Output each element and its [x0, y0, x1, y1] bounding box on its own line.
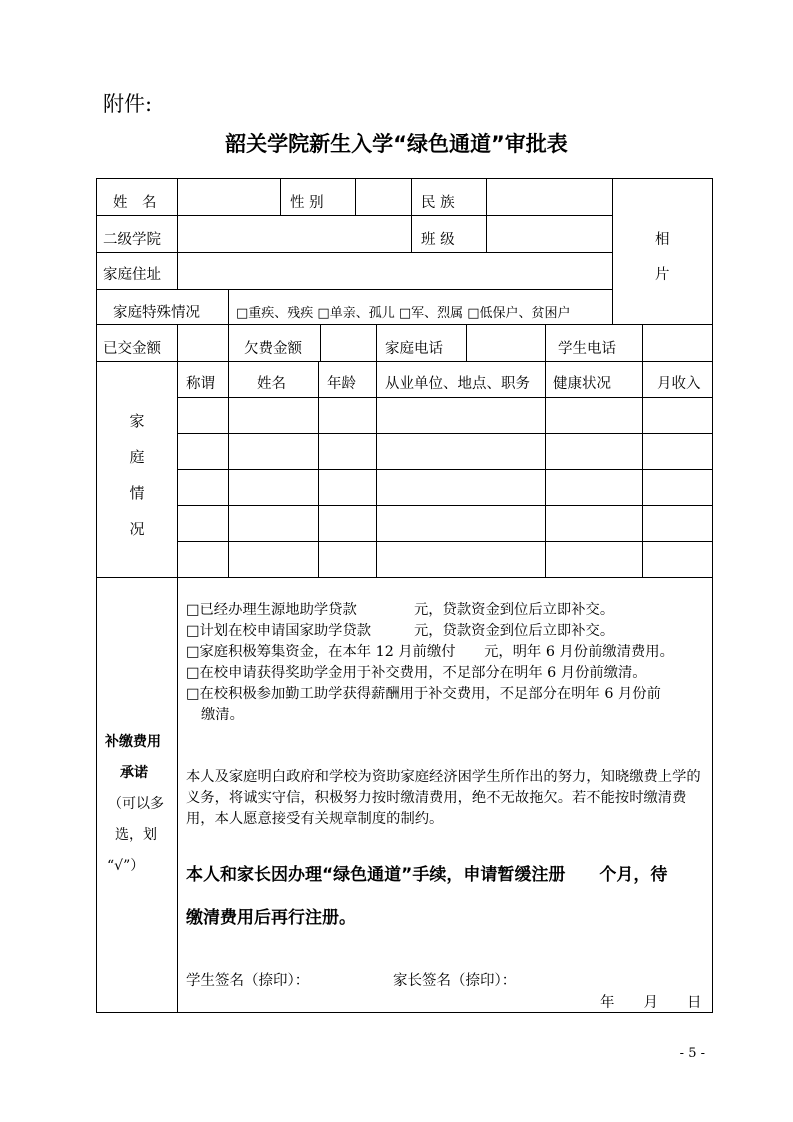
page-number: - 5 -	[679, 1046, 705, 1061]
column-header: 月收入	[657, 376, 701, 392]
column-header: 姓名	[257, 376, 286, 392]
column-header: 健康状况	[553, 376, 611, 392]
col-line	[177, 577, 178, 1013]
commitment-note: 选，划	[115, 827, 157, 843]
parent-signature-label: 家长签名（捺印）：	[393, 973, 517, 989]
college-label: 二级学院	[103, 232, 161, 248]
row-line	[96, 361, 713, 362]
attachment-label: 附件:	[103, 92, 153, 116]
family-section-label: 况	[129, 520, 145, 538]
family-section-label: 情	[129, 484, 145, 502]
col-line	[642, 324, 643, 361]
page-title: 韶关学院新生入学“绿色通道”审批表	[225, 132, 568, 156]
home-phone-label: 家庭电话	[385, 341, 443, 357]
pledge-text: 本人及家庭明白政府和学校为资助家庭经济困学生所作出的努力，知晓缴费上学的义务，将诚实守信，积极努力按时缴清费用，绝不无故拖欠。若不能按时缴清费用，本人愿意接受有关规章制度的制约。	[186, 769, 701, 827]
defer-registration-text: 缴清费用后再行注册。	[186, 908, 356, 928]
commitment-option: □计划在校申请国家助学贷款 元，贷款资金到位后立即补交。	[186, 623, 615, 639]
col-line	[228, 324, 229, 361]
row-line	[177, 397, 713, 398]
address-label: 家庭住址	[103, 267, 161, 283]
commitment-option: □家庭积极筹集资金，在本年 12 月前缴付 元，明年 6 月份前缴清费用。	[186, 644, 674, 660]
photo-label: 相	[655, 232, 670, 248]
row-line	[96, 324, 713, 325]
photo-label: 片	[655, 267, 670, 283]
col-line	[466, 324, 467, 361]
class-label: 班 级	[421, 232, 455, 248]
row-line	[96, 215, 612, 216]
student-phone-label: 学生电话	[558, 341, 616, 357]
row-line	[96, 577, 713, 578]
commitment-option: □在校申请获得奖助学金用于补交费用，不足部分在明年 6 月份前缴清。	[186, 665, 647, 681]
gender-label: 性 别	[290, 195, 324, 211]
commitment-section-title: 承诺	[120, 765, 148, 781]
col-line	[228, 289, 229, 324]
col-line	[177, 324, 178, 361]
col-line	[411, 178, 412, 252]
col-line	[280, 178, 281, 215]
col-line	[318, 361, 319, 577]
col-line	[355, 178, 356, 215]
col-line	[177, 361, 178, 577]
date-label: 年 月 日	[600, 995, 702, 1011]
col-line	[177, 178, 178, 289]
col-line	[486, 178, 487, 252]
commitment-note: （可以多	[108, 796, 164, 812]
owed-amount-label: 欠费金额	[244, 341, 302, 357]
row-line	[177, 469, 713, 470]
col-line	[545, 361, 546, 577]
ethnicity-label: 民 族	[421, 195, 455, 211]
column-header: 年龄	[327, 376, 356, 392]
row-line	[96, 289, 612, 290]
row-line	[177, 433, 713, 434]
commitment-section-title: 补缴费用	[105, 734, 161, 750]
commitment-option: □在校积极参加勤工助学获得薪酬用于补交费用，不足部分在明年 6 月份前	[186, 686, 661, 702]
col-line	[612, 178, 613, 324]
commitment-note: “√”）	[107, 858, 145, 874]
col-line	[545, 324, 546, 361]
col-line	[642, 361, 643, 577]
approval-form-table	[96, 178, 713, 1013]
col-line	[376, 361, 377, 577]
defer-registration-text: 本人和家长因办理“绿色通道”手续，申请暂缓注册 个月，待	[186, 865, 668, 885]
row-line	[177, 541, 713, 542]
row-line	[177, 505, 713, 506]
col-line	[320, 324, 321, 361]
special-situation-label: 家庭特殊情况	[113, 305, 200, 321]
name-label: 姓 名	[113, 195, 157, 211]
column-header: 从业单位、地点、职务	[385, 376, 530, 392]
commitment-option: 缴清。	[201, 707, 244, 723]
family-section-label: 庭	[129, 448, 145, 466]
student-signature-label: 学生签名（捺印）：	[186, 973, 310, 989]
paid-amount-label: 已交金额	[103, 341, 161, 357]
row-line	[96, 252, 612, 253]
special-situation-options: □重疾、残疾 □单亲、孤儿 □军、烈属 □低保户、贫困户	[236, 306, 571, 321]
family-section-label: 家	[129, 412, 145, 430]
col-line	[228, 361, 229, 577]
col-line	[376, 324, 377, 361]
column-header: 称谓	[186, 376, 215, 392]
commitment-option: □已经办理生源地助学贷款 元，贷款资金到位后立即补交。	[186, 602, 615, 618]
